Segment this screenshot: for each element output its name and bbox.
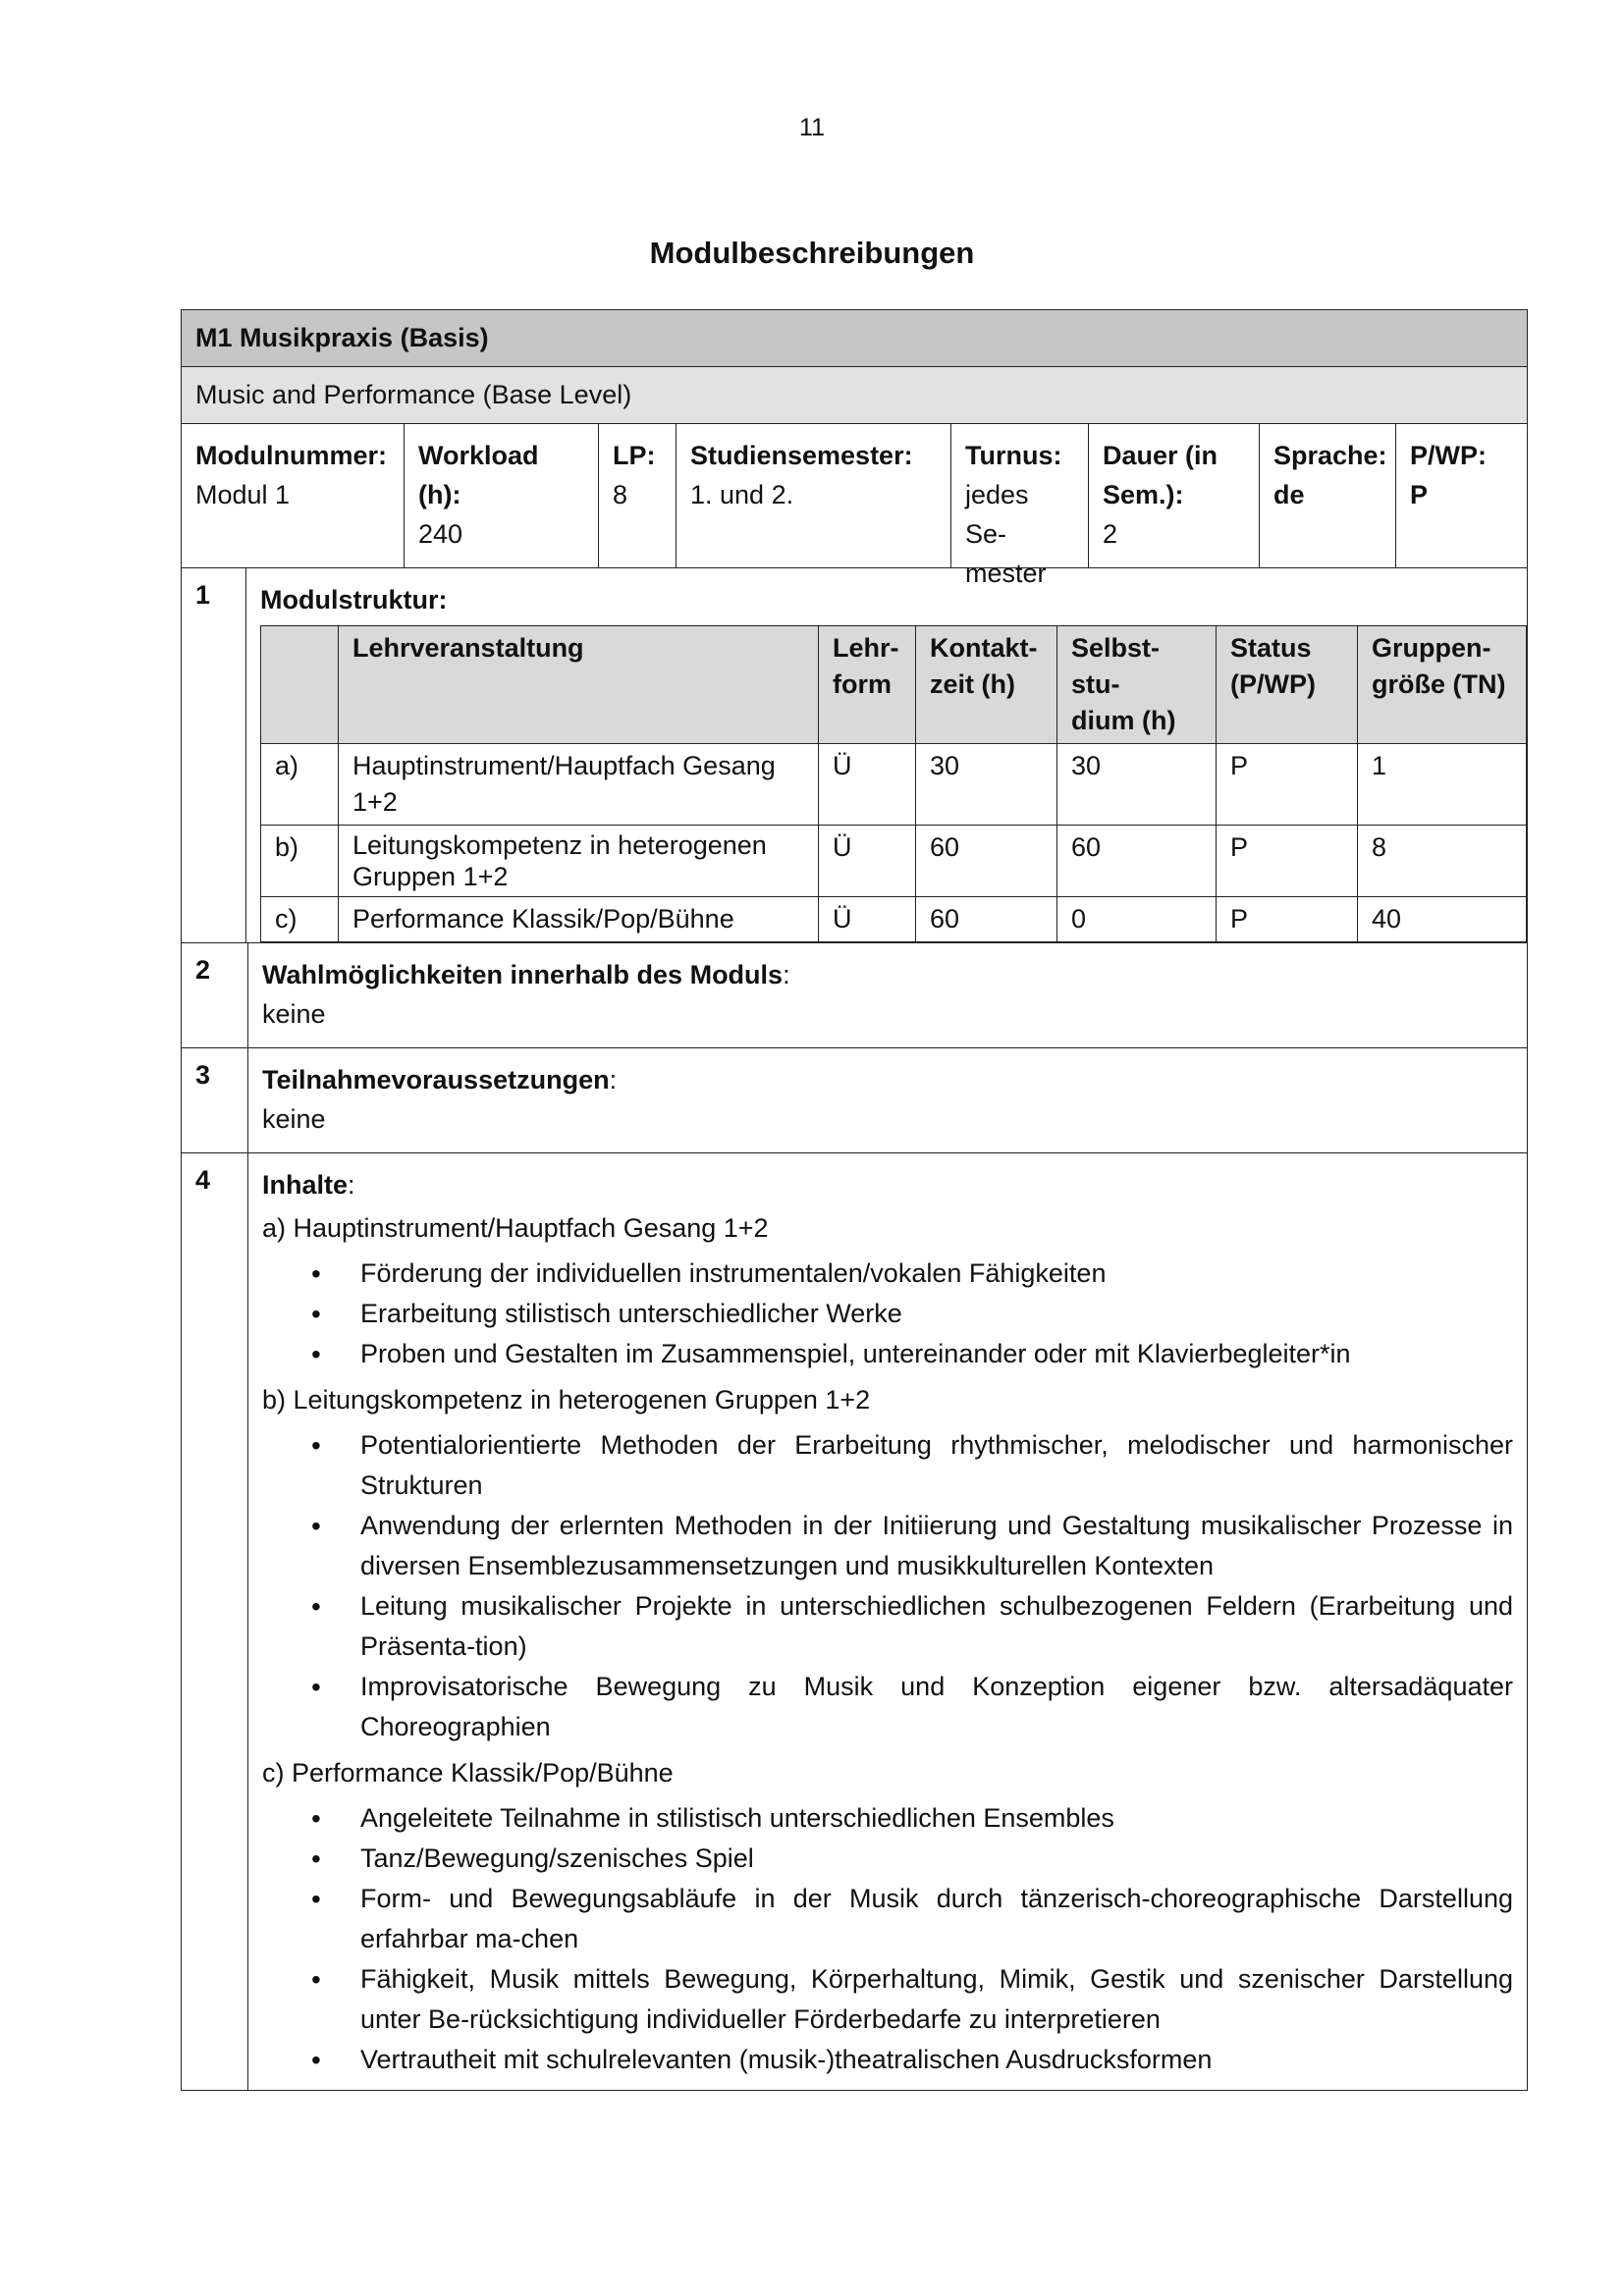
section-text: keine bbox=[262, 1104, 326, 1134]
meta-pwp bbox=[1396, 424, 1527, 567]
section-2 bbox=[182, 943, 1527, 1048]
table-header-blank bbox=[261, 626, 339, 744]
table-cell: 30 bbox=[1057, 744, 1217, 826]
table-cell: 60 bbox=[1057, 826, 1217, 897]
table-cell: Ü bbox=[819, 744, 916, 826]
list-item: • Erarbeitung stilistisch unterschiedlicher Werke bbox=[360, 1294, 1527, 1334]
section-heading: Modulstruktur: bbox=[260, 585, 448, 614]
list-item: • Fähigkeit, Musik mittels Bewegung, Körperhaltung, Mimik, Gestik und szenischer Darstellung unter Be-rücksichtigung individueller Förderbedarfe zu interpretieren bbox=[360, 1959, 1527, 2040]
table-cell: P bbox=[1217, 826, 1358, 897]
page-number: 11 bbox=[799, 114, 825, 141]
table-cell: a) bbox=[261, 744, 339, 826]
meta-value: P bbox=[1410, 480, 1429, 509]
section-1 bbox=[182, 568, 1527, 943]
meta-label: Modulnummer: bbox=[195, 441, 387, 470]
list-item: • Tanz/Bewegung/szenisches Spiel bbox=[360, 1839, 1527, 1879]
table-cell: Hauptinstrument/Hauptfach Gesang 1+2 bbox=[339, 744, 819, 826]
module-meta-row bbox=[182, 424, 1527, 588]
meta-label: Sem.): bbox=[1103, 480, 1184, 509]
list-item: • Improvisatorische Bewegung zu Musik und Konzeption eigener bzw. altersadäquater Choreographien bbox=[360, 1667, 1527, 1747]
section-body bbox=[248, 1048, 1527, 1152]
heading-colon: : bbox=[609, 1065, 618, 1095]
meta-sprache bbox=[1260, 424, 1396, 567]
section-text: keine bbox=[262, 999, 326, 1029]
meta-studiensemester bbox=[677, 424, 951, 567]
table-cell: 60 bbox=[916, 826, 1057, 897]
table-header bbox=[819, 626, 916, 744]
header-line: (P/WP) bbox=[1230, 669, 1316, 699]
table-cell: Ü bbox=[819, 826, 916, 897]
list-item: • Vertrautheit mit schulrelevanten (musik-)theatralischen Ausdrucksformen bbox=[360, 2040, 1527, 2080]
section-number: 2 bbox=[182, 943, 248, 1047]
table-header-row bbox=[261, 626, 1527, 744]
module-structure-table bbox=[260, 625, 1527, 942]
content-subheading-c: c) Performance Klassik/Pop/Bühne bbox=[262, 1758, 674, 1788]
meta-value: 1. und 2. bbox=[690, 480, 794, 509]
table-cell: 30 bbox=[916, 744, 1057, 826]
table-cell: 60 bbox=[916, 897, 1057, 942]
meta-modulnummer bbox=[182, 424, 405, 567]
table-header bbox=[1057, 626, 1217, 744]
list-item: • Leitung musikalischer Projekte in unterschiedlichen schulbezogenen Feldern (Erarbeitung und Präsenta-tion) bbox=[360, 1586, 1527, 1667]
table-cell: Performance Klassik/Pop/Bühne bbox=[339, 897, 819, 942]
section-heading: Teilnahmevoraussetzungen bbox=[262, 1065, 610, 1095]
section-body bbox=[248, 1153, 1527, 2090]
meta-value: 2 bbox=[1103, 519, 1118, 549]
meta-workload bbox=[405, 424, 599, 567]
section-number: 3 bbox=[182, 1048, 248, 1152]
meta-label: Sprache: bbox=[1273, 441, 1387, 470]
list-item: • Proben und Gestalten im Zusammenspiel, untereinander oder mit Klavierbegleiter*in bbox=[360, 1334, 1527, 1374]
content-list-b bbox=[262, 1425, 1527, 1747]
header-line: dium (h) bbox=[1071, 706, 1176, 735]
list-item: • Anwendung der erlernten Methoden in der Initiierung und Gestaltung musikalischer Prozesse in diversen Ensemblezusammensetzungen und musikkulturellen Kontexten bbox=[360, 1506, 1527, 1586]
header-line: zeit (h) bbox=[930, 669, 1015, 699]
meta-dauer bbox=[1089, 424, 1260, 567]
content-list-c bbox=[262, 1798, 1527, 2080]
section-heading-line bbox=[262, 1060, 1527, 1099]
table-cell: 40 bbox=[1358, 897, 1527, 942]
table-cell: 1 bbox=[1358, 744, 1527, 826]
section-3 bbox=[182, 1048, 1527, 1153]
meta-label: P/WP: bbox=[1410, 441, 1487, 470]
header-line: Lehr- bbox=[833, 633, 899, 663]
table-row bbox=[261, 897, 1527, 942]
list-item: • Angeleitete Teilnahme in stilistisch unterschiedlichen Ensembles bbox=[360, 1798, 1527, 1839]
heading-colon: : bbox=[783, 960, 790, 989]
content-subheading-a: a) Hauptinstrument/Hauptfach Gesang 1+2 bbox=[262, 1213, 769, 1243]
meta-value: Modul 1 bbox=[195, 480, 291, 509]
table-header bbox=[1358, 626, 1527, 744]
meta-value: de bbox=[1273, 480, 1305, 509]
section-heading: Inhalte bbox=[262, 1170, 349, 1200]
section-4 bbox=[182, 1153, 1527, 2090]
meta-label: Studiensemester: bbox=[690, 441, 913, 470]
meta-value: mester bbox=[965, 559, 1047, 588]
table-cell: P bbox=[1217, 744, 1358, 826]
meta-turnus bbox=[951, 424, 1089, 588]
table-row bbox=[261, 744, 1527, 826]
document-title: Modulbeschreibungen bbox=[649, 236, 975, 270]
content-subheading-b: b) Leitungskompetenz in heterogenen Gruppen 1+2 bbox=[262, 1385, 871, 1415]
table-cell: 8 bbox=[1358, 826, 1527, 897]
content-list-a bbox=[262, 1254, 1527, 1374]
header-line: form bbox=[833, 669, 892, 699]
heading-colon: : bbox=[348, 1170, 355, 1200]
table-cell: Ü bbox=[819, 897, 916, 942]
header-line: Gruppen- bbox=[1372, 633, 1491, 663]
module-subtitle: Music and Performance (Base Level) bbox=[182, 367, 1527, 424]
table-header bbox=[1217, 626, 1358, 744]
meta-value: jedes Se- bbox=[965, 480, 1029, 549]
section-heading-line bbox=[262, 955, 1527, 994]
table-cell: b) bbox=[261, 826, 339, 897]
header-line: Selbst-stu- bbox=[1071, 633, 1161, 699]
list-item: • Form- und Bewegungsabläufe in der Musik durch tänzerisch-choreographische Darstellung erfahrbar ma-chen bbox=[360, 1879, 1527, 1959]
section-number: 4 bbox=[182, 1153, 248, 2090]
table-header bbox=[916, 626, 1057, 744]
section-number: 1 bbox=[182, 568, 246, 942]
table-cell: P bbox=[1217, 897, 1358, 942]
section-body bbox=[246, 568, 1527, 942]
section-heading: Wahlmöglichkeiten innerhalb des Moduls bbox=[262, 960, 784, 989]
module-title: M1 Musikpraxis (Basis) bbox=[182, 310, 1527, 367]
module-table bbox=[181, 309, 1528, 2091]
table-row bbox=[261, 826, 1527, 897]
meta-value: 8 bbox=[613, 480, 628, 509]
table-cell: c) bbox=[261, 897, 339, 942]
table-cell: 0 bbox=[1057, 897, 1217, 942]
meta-value: 240 bbox=[418, 519, 463, 549]
list-item: • Potentialorientierte Methoden der Erarbeitung rhythmischer, melodischer und harmonischer Strukturen bbox=[360, 1425, 1527, 1506]
meta-label: Dauer (in bbox=[1103, 441, 1218, 470]
table-cell: Leitungskompetenz in heterogenen Gruppen 1+2 bbox=[339, 826, 819, 897]
header-line: größe (TN) bbox=[1372, 669, 1506, 699]
meta-label: LP: bbox=[613, 441, 656, 470]
meta-label: Workload (h): bbox=[418, 441, 539, 509]
meta-lp bbox=[599, 424, 677, 567]
header-line: Kontakt- bbox=[930, 633, 1038, 663]
table-header: Lehrveranstaltung bbox=[339, 626, 819, 744]
list-item: • Förderung der individuellen instrumentalen/vokalen Fähigkeiten bbox=[360, 1254, 1527, 1294]
section-body bbox=[248, 943, 1527, 1047]
header-line: Status bbox=[1230, 633, 1312, 663]
meta-label: Turnus: bbox=[965, 441, 1062, 470]
section-heading-line bbox=[262, 1165, 1527, 1204]
